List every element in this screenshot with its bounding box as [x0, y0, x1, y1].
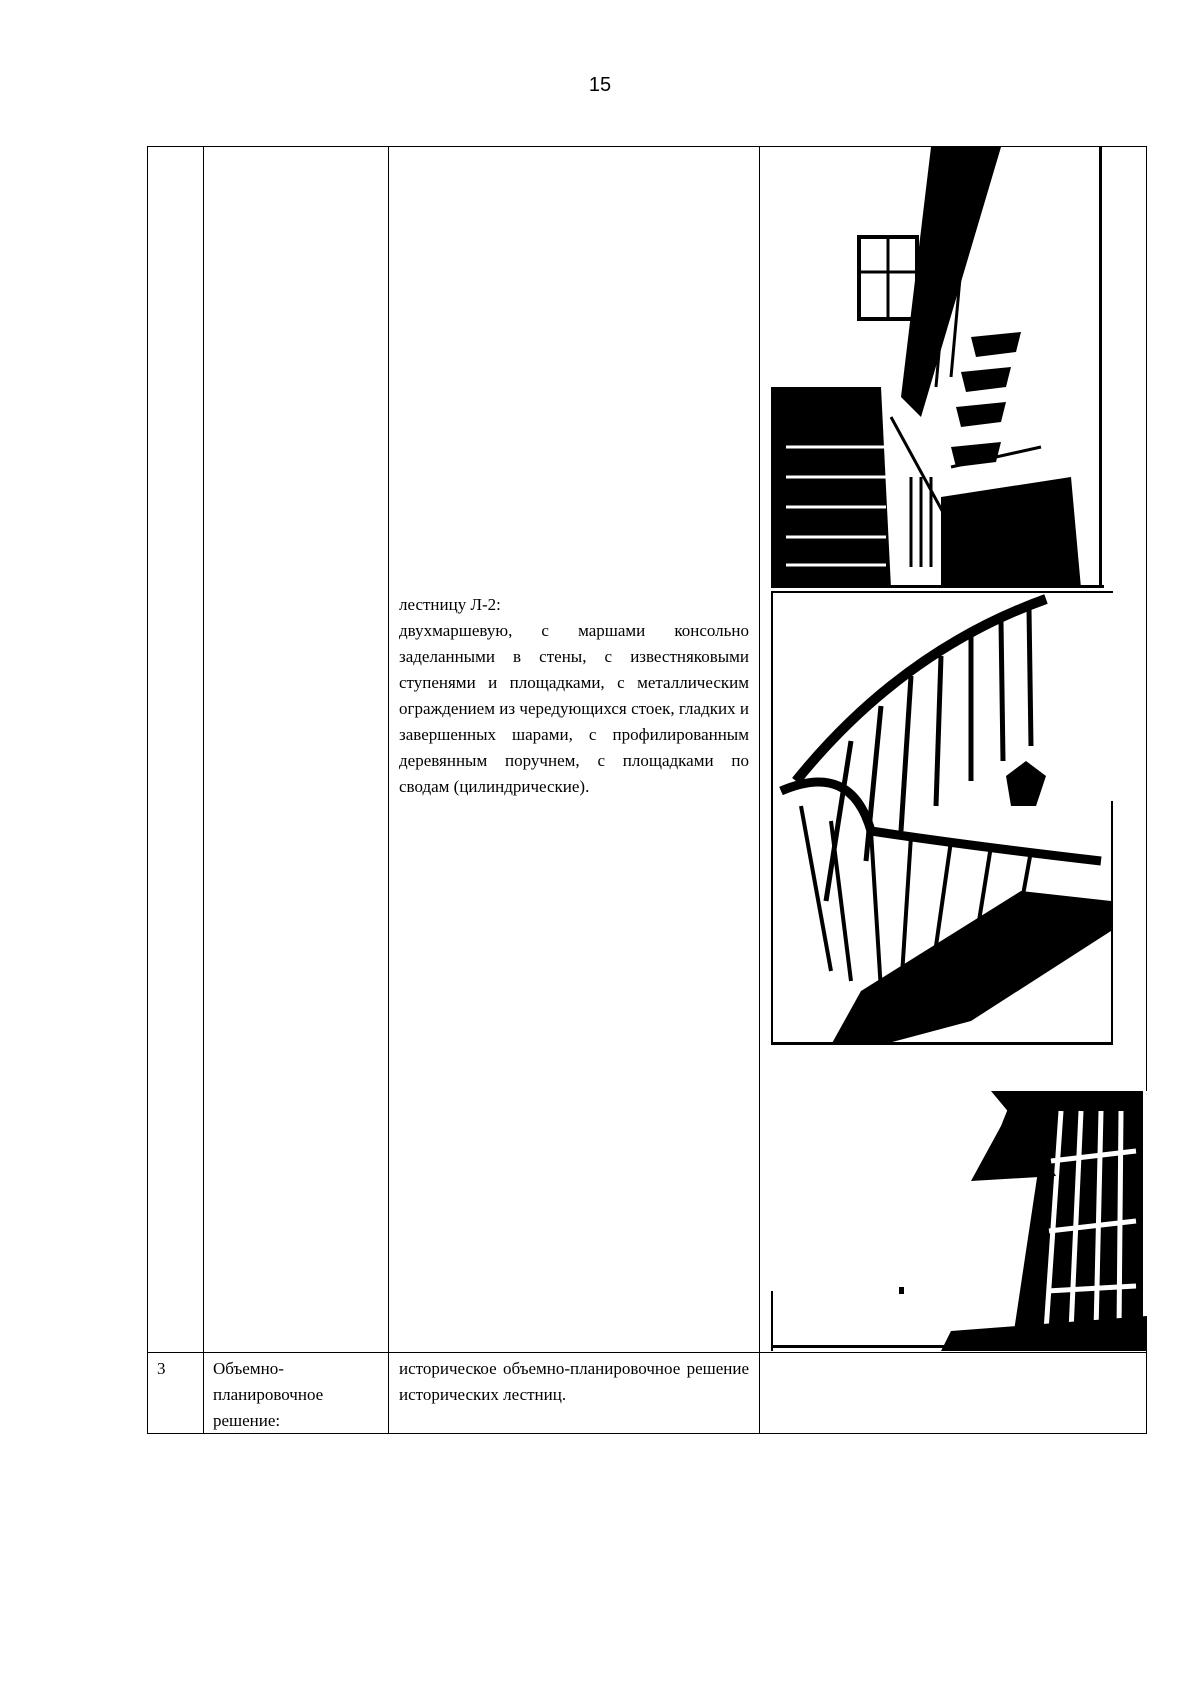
column-divider-1 — [203, 146, 204, 1434]
row-3-number: 3 — [157, 1359, 166, 1378]
row-3-description: историческое объемно-планировочное решение исторических лестниц. — [399, 1359, 749, 1404]
staircase-photo-2 — [771, 591, 1113, 1045]
staircase-photo-1 — [771, 147, 1104, 588]
column-divider-2 — [388, 146, 389, 1434]
table-border-left — [147, 146, 148, 1434]
page-number: 15 — [588, 74, 612, 96]
protection-subject-table — [147, 146, 1147, 1434]
row-3-title-line-1: Объемно- — [213, 1359, 284, 1378]
staircase-description: двухмаршевую, с маршами консольно заделанными в стены, с известняковыми ступенями и площадками, с металлическим ограждением из чередующихся стоек, гладких и завершенных шарами, с профилированным деревянным поручнем, с площадками по сводам (цилиндрические). — [399, 621, 749, 796]
row-3-title — [213, 1356, 383, 1434]
staircase-photo-3 — [771, 1091, 1147, 1351]
row-3-title-line-2: планировочное — [213, 1385, 324, 1404]
row-divider — [147, 1352, 1147, 1353]
staircase-heading: лестницу Л-2: — [399, 595, 501, 614]
column-divider-3 — [759, 146, 760, 1434]
row-3-title-line-3: решение: — [213, 1411, 281, 1430]
